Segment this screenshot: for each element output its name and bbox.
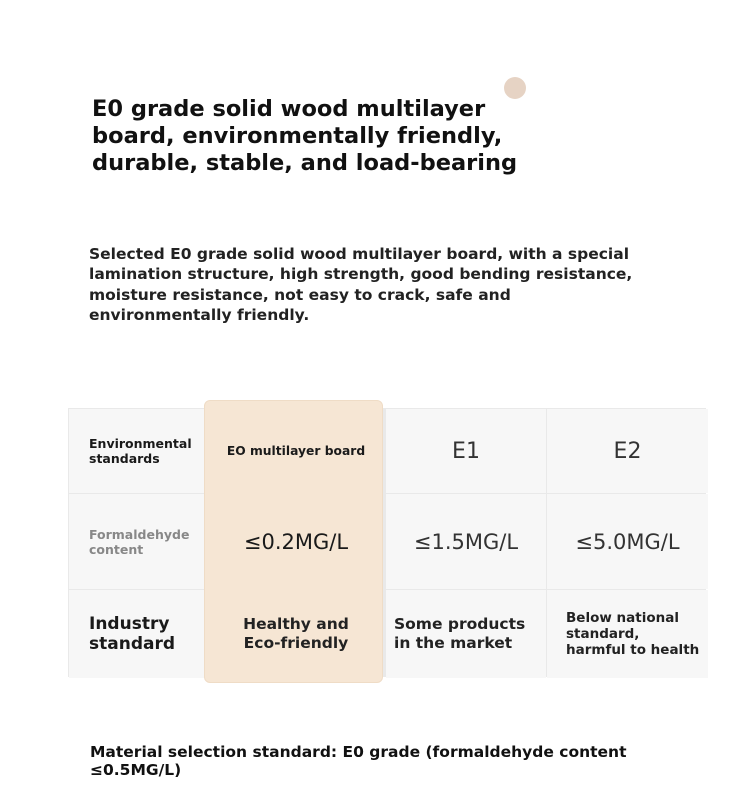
header-e0 xyxy=(207,409,385,493)
comparison-table xyxy=(68,408,706,677)
label-line: standards xyxy=(89,451,160,466)
industry-e0 xyxy=(207,590,385,678)
label-line: Industry xyxy=(89,614,170,634)
industry-e1-line: in the market xyxy=(394,634,513,652)
header-e2 xyxy=(547,409,708,493)
industry-e2 xyxy=(547,590,708,678)
headline-line-1: E0 grade solid wood multilayer xyxy=(92,96,486,122)
row-formaldehyde-label xyxy=(69,494,206,589)
row-industry-label xyxy=(69,590,206,678)
value-e2-text: ≤5.0MG/L xyxy=(575,529,680,554)
industry-e2-line: standard, xyxy=(566,626,640,642)
industry-e2-line: harmful to health xyxy=(566,642,700,658)
header-e0-label: EO multilayer board xyxy=(226,444,366,458)
headline xyxy=(92,96,532,177)
headline-line-2: board, environmentally friendly, xyxy=(92,123,503,149)
value-e2 xyxy=(547,494,708,589)
industry-e2-line: Below national xyxy=(566,610,679,626)
industry-e1 xyxy=(386,590,546,678)
intro-paragraph: Selected E0 grade solid wood multilayer board, with a special lamination structure, high strength, good bending resistance, moisture resistance, not easy to crack, safe and environmentally friendly. xyxy=(89,245,633,324)
value-e0 xyxy=(207,494,385,589)
label-line: content xyxy=(89,541,144,557)
label-line: Formaldehyde xyxy=(89,526,190,542)
industry-e1-line: Some products xyxy=(394,615,526,633)
label-line: standard xyxy=(89,634,176,654)
industry-e0-line: Healthy and xyxy=(243,615,349,633)
header-e1 xyxy=(386,409,546,493)
header-e1-label: E1 xyxy=(452,438,480,464)
industry-e0-line: Eco-friendly xyxy=(243,634,349,652)
value-e0-text: ≤0.2MG/L xyxy=(243,529,349,554)
header-e2-label: E2 xyxy=(613,438,642,464)
value-e1 xyxy=(386,494,546,589)
value-e1-text: ≤1.5MG/L xyxy=(413,529,519,554)
row-environmental-label xyxy=(69,409,206,493)
label-line: Environmental xyxy=(89,436,192,451)
footer-note: Material selection standard: E0 grade (formaldehyde content ≤0.5MG/L) xyxy=(90,743,627,779)
headline-line-3: durable, stable, and load-bearing xyxy=(92,150,518,176)
